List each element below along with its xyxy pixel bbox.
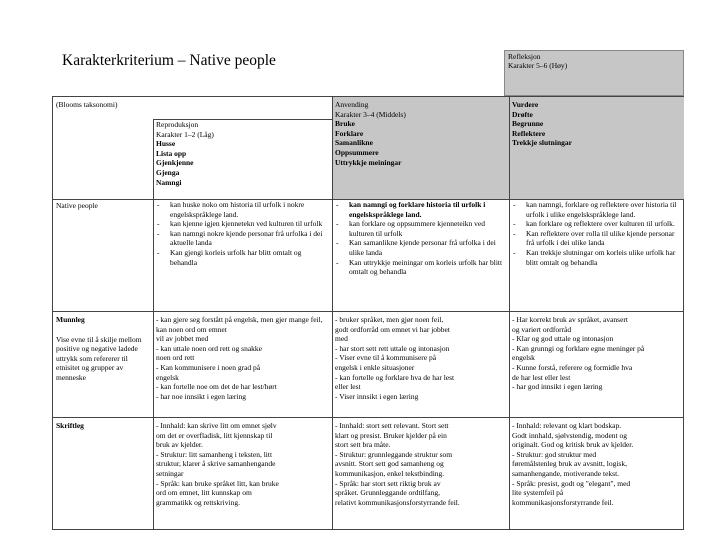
- native-low-item: - kan huske noko om historia til urfolk i nokre engelskspråklege land.: [156, 200, 329, 219]
- mid-level-verb: Uttrykkje meiningar: [335, 157, 402, 167]
- written-low-cell: [153, 417, 332, 529]
- grid-line: [153, 119, 154, 529]
- oral-high-line: de har lest eller lest: [512, 372, 571, 382]
- oral-low-line: - kan uttale noen ord rett og snakke: [156, 343, 263, 353]
- written-mid-cell: [332, 417, 509, 529]
- written-high-line: originalt. God og kritisk bruk av kjelder.: [512, 440, 634, 450]
- written-high-line: lite systemfeil på: [512, 488, 564, 498]
- written-low-line: grammatikk og rettskriving.: [156, 497, 240, 507]
- written-mid-line: - Språk: har stort sett riktig bruk av: [335, 478, 441, 488]
- native-high-cell: [509, 199, 684, 311]
- high-level-verb: Trekkje slutningar: [512, 138, 572, 148]
- oral-high-line: - har god innsikt i egen læring: [512, 382, 603, 392]
- mid-level-verb: Oppsummere: [335, 147, 379, 157]
- written-high-line: samanhengande, motiverande tekst.: [512, 468, 620, 478]
- page-title: Karakterkriterium – Native people: [62, 52, 276, 69]
- row-label-text: Native people: [56, 201, 98, 210]
- row-label-written: [53, 417, 153, 529]
- high-level-verb: Drøfte: [512, 109, 533, 119]
- mid-level-title: Anvending: [335, 100, 369, 109]
- written-mid-line: kommunikasjon, enkel tekstbinding.: [335, 468, 445, 478]
- oral-low-line: noen ord rett: [156, 353, 195, 363]
- written-high-cell: [509, 417, 684, 529]
- reflection-header-label: Refleksjon: [508, 52, 541, 61]
- oral-high-line: - Kan grunngi og forklare egne meninger på: [512, 343, 645, 353]
- written-low-line: - Innhald: kan skrive litt om emnet sjølv: [156, 421, 277, 430]
- mid-level-grade: Karakter 3–4 (Middels): [335, 109, 406, 119]
- grid-line: [332, 97, 333, 529]
- written-low-line: - Språk: kan bruke språket litt, kan bruke: [156, 478, 279, 488]
- native-mid-item: - Kan samanlikne kjende personar frå urfolka i dei ulike landa: [335, 238, 506, 257]
- written-mid-line: språket. Grunnleggande ordtilfang,: [335, 488, 440, 498]
- written-high-line: Godt innhald, sjølvstendig, modent og: [512, 430, 627, 440]
- high-level-verb: Begrunne: [512, 119, 544, 129]
- native-mid-item: - Kan uttrykkje meiningar om korleis urfolk har blitt omtalt og behandla: [335, 258, 506, 277]
- taxonomy-label: (Blooms taksonomi): [56, 100, 118, 109]
- written-mid-line: stort sett bra måte.: [335, 440, 391, 450]
- high-level-verb: Vurdere: [512, 100, 539, 109]
- oral-low-cell: [153, 311, 332, 417]
- row-label-text: Munnleg: [56, 315, 85, 324]
- oral-high-cell: [509, 311, 684, 417]
- oral-low-line: - har noe innsikt i egen læring: [156, 391, 246, 401]
- written-mid-line: - Innhald: stort sett relevant. Stort sett: [335, 421, 449, 430]
- grid-line: [153, 119, 332, 120]
- written-high-line: - Struktur: god struktur med: [512, 449, 597, 459]
- oral-high-line: - Har korrekt bruk av språket, avansert: [512, 315, 628, 324]
- low-level-header: [153, 119, 331, 199]
- grid-line: [509, 97, 510, 529]
- written-low-line: - Struktur: litt samanheng i teksten, litt: [156, 449, 273, 459]
- oral-mid-line: godt ordforråd om emnet vi har jobbet: [335, 324, 450, 334]
- oral-high-line: - Klar og god uttale og intonasjon: [512, 334, 614, 344]
- written-low-line: struktur, klarer å skrive samanhengande: [156, 459, 276, 469]
- native-low-cell: [153, 199, 332, 311]
- native-mid-item: - kan namngi og forklare historia til urfolk i engelskspråklege land.: [335, 200, 506, 219]
- grid-line: [53, 311, 684, 312]
- grid-line: [53, 417, 684, 418]
- native-high-item: - kan forklare og reflektere over kulturen til urfolk.: [512, 219, 681, 229]
- native-low-item: - kan namngi nokre kjende personar frå urfolka i dei aktuelle landa: [156, 229, 329, 248]
- native-high-item: - kan namngi, forklare og reflektere over historia til urfolk i ulike engelskspråklege land.: [512, 200, 681, 219]
- low-level-title: Reproduksjon: [156, 120, 199, 129]
- row-label-oral: [53, 311, 153, 417]
- low-level-verb: Gjenga: [156, 167, 180, 177]
- native-low-item: - kan kjenne igjen kjennetekn ved kulturen til urfolk: [156, 219, 329, 229]
- written-high-line: - Språk: presist, godt og "elegant", med: [512, 478, 631, 488]
- written-mid-line: avsnitt. Stort sett god samanheng og: [335, 459, 444, 469]
- written-low-line: setningar: [156, 468, 184, 478]
- oral-high-line: og variert ordforråd: [512, 324, 572, 334]
- native-mid-cell: [332, 199, 509, 311]
- low-level-verb: Lista opp: [156, 148, 187, 158]
- written-mid-line: klart og presist. Bruker kjelder på ein: [335, 430, 447, 440]
- oral-low-line: - Kan kommunisere i noen grad på: [156, 362, 261, 372]
- oral-low-line: vil av jobbet med: [156, 334, 209, 344]
- mid-level-verb: Samanlikne: [335, 138, 373, 148]
- native-high-item: - Kan trekkje slutningar om korleis ulike urfolk har blitt omtalt og behandla: [512, 248, 681, 267]
- reflection-header-grade: Karakter 5–6 (Høy): [508, 61, 568, 70]
- oral-low-line: - kan fortelle noe om det de har lest/hørt: [156, 382, 277, 392]
- written-mid-line: relativt kommunikasjonsforstyrrande feil.: [335, 497, 460, 507]
- mid-level-header-text: [332, 99, 509, 199]
- oral-mid-line: - bruker språket, men gjør noen feil,: [335, 315, 444, 324]
- oral-mid-line: - har stort sett rett uttale og intonasjon: [335, 343, 450, 353]
- oral-mid-cell: [332, 311, 509, 417]
- oral-mid-line: med: [335, 334, 348, 344]
- oral-low-line: engelsk: [156, 372, 179, 382]
- oral-mid-line: engelsk i enkle situasjoner: [335, 362, 415, 372]
- oral-low-line: - kan gjere seg forstått på engelsk, men gjer mange feil, kan noen ord om emnet: [156, 315, 323, 334]
- row-label-text: Skriftleg: [56, 421, 84, 430]
- low-level-grade: Karakter 1–2 (Låg): [156, 129, 214, 139]
- written-low-line: bruk av kjelder.: [156, 440, 203, 450]
- oral-high-line: - Kunne forstå, referere og formidle hva: [512, 362, 633, 372]
- high-level-verb: Reflektere: [512, 128, 546, 138]
- written-mid-line: - Struktur: grunnleggande struktur som: [335, 449, 453, 459]
- low-level-verb: Gjenkjenne: [156, 158, 194, 168]
- oral-note: Vise evne til å skilje mellom positive og negative ladede uttrykk som refererer til etnisitet og grupper av menneske: [56, 334, 142, 382]
- written-high-line: føremålstenleg bruk av avsnitt, logisk,: [512, 459, 627, 469]
- native-mid-item: - kan forklare og oppsummere kjenneteikn ved kulturen til urfolk: [335, 219, 506, 238]
- native-low-item: - Kan gjengi korleis urfolk har blitt omtalt og behandla: [156, 248, 329, 267]
- oral-mid-line: - kan fortelle og forklare hva de har lest: [335, 372, 455, 382]
- oral-mid-line: eller lest: [335, 382, 361, 392]
- criteria-table: [52, 96, 684, 530]
- written-high-line: kommunikasjonsforstyrrande feil.: [512, 497, 614, 507]
- oral-mid-line: - Viser innsikt i egen læring: [335, 391, 419, 401]
- grid-line: [53, 199, 684, 200]
- written-low-line: ord om emnet, litt kunnskap om: [156, 488, 252, 498]
- oral-mid-line: - Viser evne til å kommunisere på: [335, 353, 437, 363]
- mid-level-verb: Forklare: [335, 128, 364, 138]
- row-label-native-people: [53, 199, 153, 311]
- oral-high-line: engelsk: [512, 353, 535, 363]
- mid-level-verb: Bruke: [335, 119, 356, 129]
- high-level-header-text: [509, 99, 684, 199]
- written-low-line: om det er overfladisk, litt kjennskap til: [156, 430, 273, 440]
- written-high-line: - Innhald: relevant og klart bodskap.: [512, 421, 622, 430]
- native-high-item: - Kan reflektere over rolla til ulike kjende personar frå urfolk i dei ulike landa: [512, 229, 681, 248]
- low-level-verb: Namngi: [156, 177, 182, 187]
- reflection-header: [504, 50, 684, 96]
- low-level-verb: Husse: [156, 139, 176, 149]
